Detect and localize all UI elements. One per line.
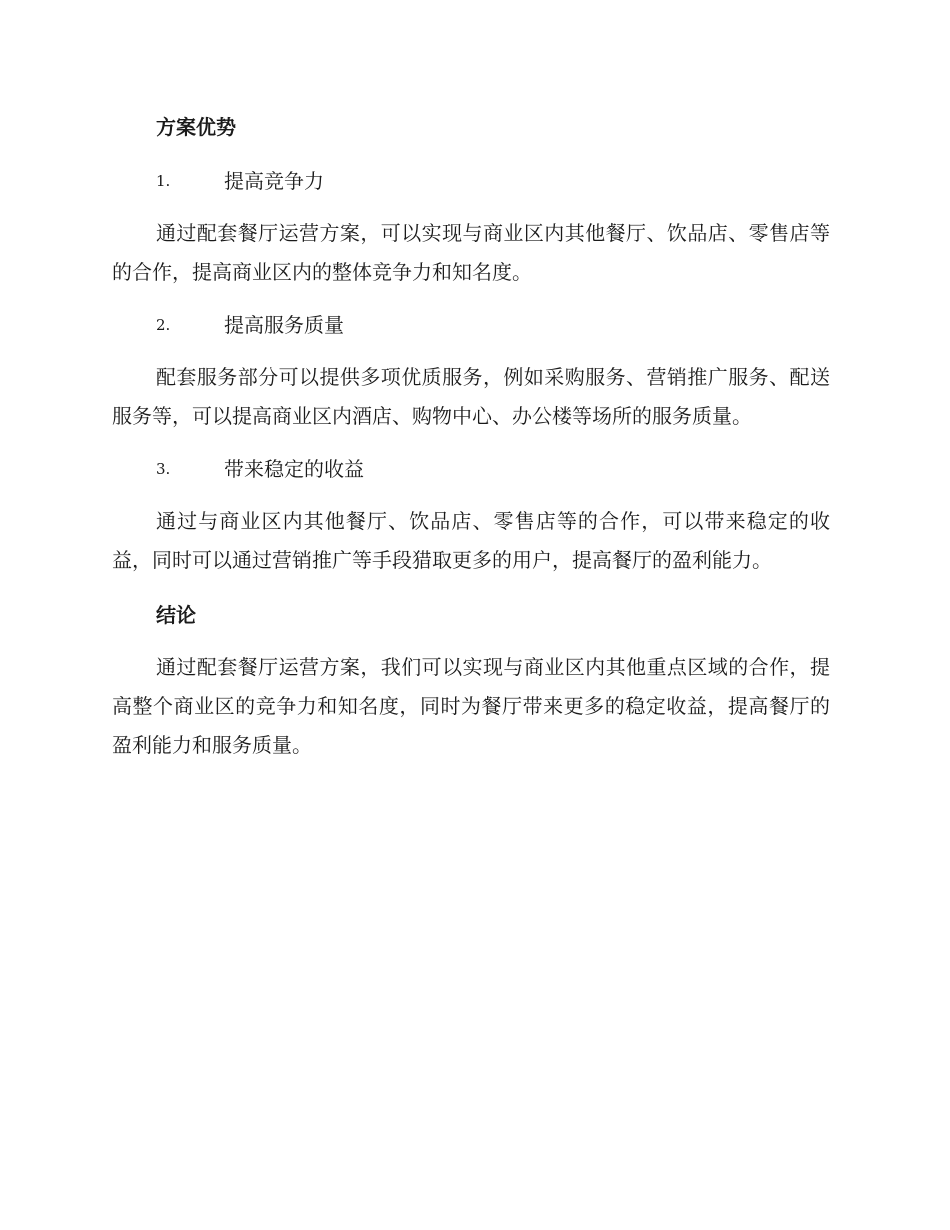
section-heading-advantages: 方案优势 — [156, 115, 236, 139]
item-number: 2. — [156, 316, 171, 334]
paragraph-conclusion: 通过配套餐厅运营方案，我们可以实现与商业区内其他重点区域的合作，提高整个商业区的竞争力和知名度，同时为餐厅带来更多的稳定收益，提高餐厅的盈利能力和服务质量。 — [112, 655, 830, 757]
paragraph-stable-revenue: 通过与商业区内其他餐厅、饮品店、零售店等的合作，可以带来稳定的收益，同时可以通过营销推广等手段猎取更多的用户，提高餐厅的盈利能力。 — [112, 509, 830, 572]
section-heading-conclusion: 结论 — [156, 603, 196, 627]
numbered-item-3 — [112, 448, 830, 490]
item-title: 提高竞争力 — [224, 169, 324, 193]
paragraph-competitiveness: 通过配套餐厅运营方案，可以实现与商业区内其他餐厅、饮品店、零售店等的合作，提高商业区内的整体竞争力和知名度。 — [112, 221, 830, 284]
item-title: 带来稳定的收益 — [224, 457, 364, 481]
paragraph-service-quality: 配套服务部分可以提供多项优质服务，例如采购服务、营销推广服务、配送服务等，可以提高商业区内酒店、购物中心、办公楼等场所的服务质量。 — [112, 365, 830, 428]
item-number: 3. — [156, 460, 171, 478]
numbered-item-1 — [112, 160, 830, 202]
item-title: 提高服务质量 — [224, 313, 344, 337]
numbered-item-2 — [112, 304, 830, 346]
item-number: 1. — [156, 172, 171, 190]
document-page — [112, 106, 830, 777]
